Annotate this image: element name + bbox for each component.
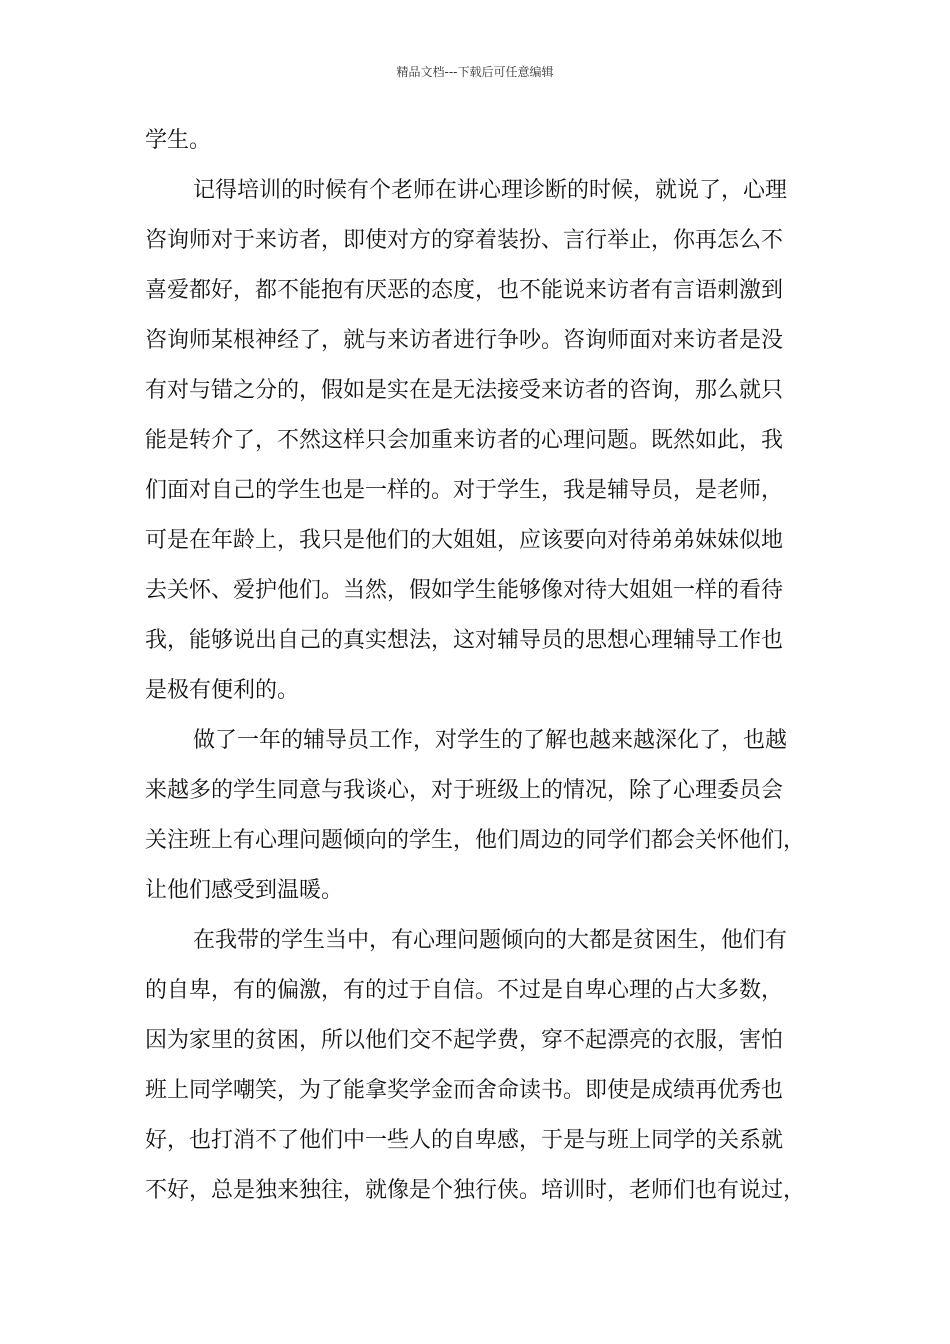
text-line: 关注班上有心理问题倾向的学生，他们周边的同学们都会关怀他们， — [145, 828, 806, 853]
text-line: 不好，总是独来独往，就像是个独行侠。培训时，老师们也有说过， — [145, 1178, 806, 1203]
paragraph-first-line: 记得培训的时候有个老师在讲心理诊断的时候，就说了，心理 — [193, 178, 788, 203]
text-line: 可是在年龄上，我只是他们的大姐姐，应该要向对待弟弟妹妹似地 — [145, 528, 784, 553]
text-line: 来越多的学生同意与我谈心，对于班级上的情况，除了心理委员会 — [145, 778, 784, 803]
text-line: 因为家里的贫困，所以他们交不起学费，穿不起漂亮的衣服，害怕 — [145, 1028, 784, 1053]
text-line: 喜爱都好，都不能抱有厌恶的态度，也不能说来访者有言语刺激到 — [145, 278, 784, 303]
text-line: 是极有便利的。 — [145, 678, 300, 703]
text-line: 能是转介了，不然这样只会加重来访者的心理问题。既然如此，我 — [145, 428, 784, 453]
text-line: 咨询师某根神经了，就与来访者进行争吵。咨询师面对来访者是没 — [145, 328, 784, 353]
text-line: 我，能够说出自己的真实想法，这对辅导员的思想心理辅导工作也 — [145, 628, 784, 653]
text-line: 的自卑，有的偏激，有的过于自信。不过是自卑心理的占大多数， — [145, 978, 784, 1003]
page-header: 精品文档---下载后可任意编辑 — [396, 65, 554, 79]
text-line: 学生。 — [145, 128, 212, 153]
paragraph-first-line: 在我带的学生当中，有心理问题倾向的大都是贫困生，他们有 — [193, 928, 788, 953]
text-line: 好，也打消不了他们中一些人的自卑感，于是与班上同学的关系就 — [145, 1128, 784, 1153]
text-line: 有对与错之分的，假如是实在是无法接受来访者的咨询，那么就只 — [145, 378, 784, 403]
text-line: 让他们感受到温暖。 — [145, 878, 344, 903]
text-line: 们面对自己的学生也是一样的。对于学生，我是辅导员，是老师， — [145, 478, 784, 503]
text-line: 去关怀、爱护他们。当然，假如学生能够像对待大姐姐一样的看待 — [145, 578, 784, 603]
paragraph-first-line: 做了一年的辅导员工作，对学生的了解也越来越深化了，也越 — [193, 728, 788, 753]
text-line: 咨询师对于来访者，即使对方的穿着装扮、言行举止，你再怎么不 — [145, 228, 784, 253]
text-line: 班上同学嘲笑，为了能拿奖学金而舍命读书。即使是成绩再优秀也 — [145, 1078, 784, 1103]
